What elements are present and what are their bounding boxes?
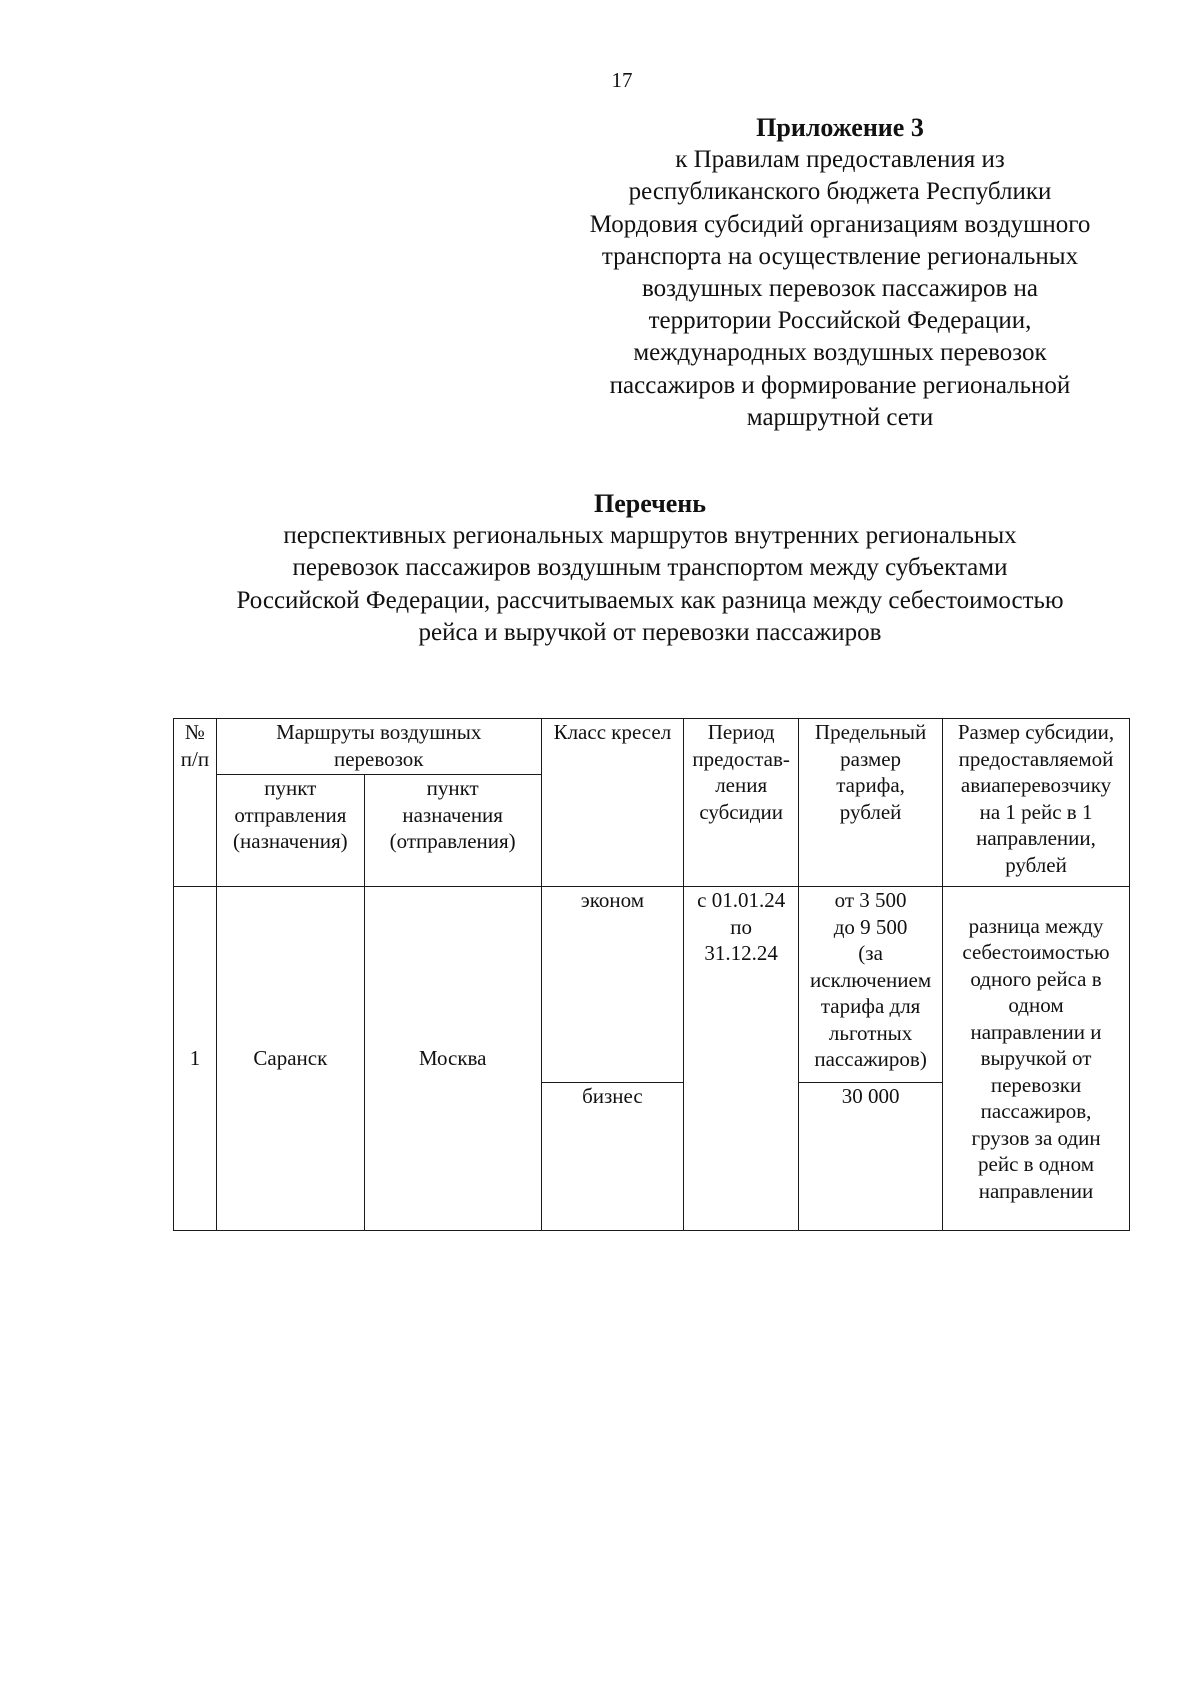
row-tariff-economy: от 3 500 до 9 500 (за исключением тарифа для льготных пассажиров) xyxy=(799,887,943,1083)
appendix-line: транспорта на осуществление региональных xyxy=(601,242,1079,270)
header-departure: пункт отправления (назначения) xyxy=(216,775,364,887)
header-routes: Маршруты воздушных перевозок xyxy=(216,719,541,775)
list-subtitle-line: перспективных региональных маршрутов внутренних региональных xyxy=(283,522,1017,550)
header-row xyxy=(174,719,1130,775)
header-period: Период предостав- ления субсидии xyxy=(684,719,799,887)
row-subsidy: разница между себестоимостью одного рейса в одном направлении и выручкой от перевозки пассажиров, грузов за один рейс в одном направлении xyxy=(943,887,1130,1231)
appendix-line: маршрутной сети xyxy=(746,403,934,431)
routes-table xyxy=(173,718,1130,1231)
row-departure: Саранск xyxy=(216,887,364,1231)
header-destination: пункт назначения (отправления) xyxy=(364,775,541,887)
row-class-business: бизнес xyxy=(541,1083,684,1231)
list-title: Перечень xyxy=(593,489,707,518)
table-row xyxy=(174,887,1130,1083)
list-heading xyxy=(140,488,1160,649)
header-subsidy: Размер субсидии, предоставляемой авиаперевозчику на 1 рейс в 1 направлении, рублей xyxy=(943,719,1130,887)
page-number: 17 xyxy=(611,68,633,92)
appendix-title: Приложение 3 xyxy=(756,113,924,142)
row-class-economy: эконом xyxy=(541,887,684,1083)
list-subtitle-line: Российской Федерации, рассчитываемых как разница между себестоимостью xyxy=(236,586,1064,614)
appendix-heading xyxy=(540,112,1140,434)
row-num: 1 xyxy=(174,887,217,1231)
appendix-line: территории Российской Федерации, xyxy=(648,307,1032,335)
list-subtitle-line: рейса и выручкой от перевозки пассажиров xyxy=(418,618,882,646)
row-period: с 01.01.24 по 31.12.24 xyxy=(684,887,799,1231)
header-seat-class: Класс кресел xyxy=(541,719,684,887)
list-subtitle-line: перевозок пассажиров воздушным транспортом между субъектами xyxy=(292,554,1008,582)
row-tariff-business: 30 000 xyxy=(799,1083,943,1231)
appendix-line: Мордовия субсидий организациям воздушного xyxy=(589,210,1091,238)
header-num: № п/п xyxy=(174,719,217,887)
row-destination: Москва xyxy=(364,887,541,1231)
appendix-line: пассажиров и формирование региональной xyxy=(609,371,1071,399)
appendix-line: республиканского бюджета Республики xyxy=(628,178,1052,206)
appendix-line: воздушных перевозок пассажиров на xyxy=(641,275,1039,303)
appendix-line: к Правилам предоставления из xyxy=(675,146,1005,174)
appendix-line: международных воздушных перевозок xyxy=(633,339,1047,367)
header-tariff: Предельный размер тарифа, рублей xyxy=(799,719,943,887)
